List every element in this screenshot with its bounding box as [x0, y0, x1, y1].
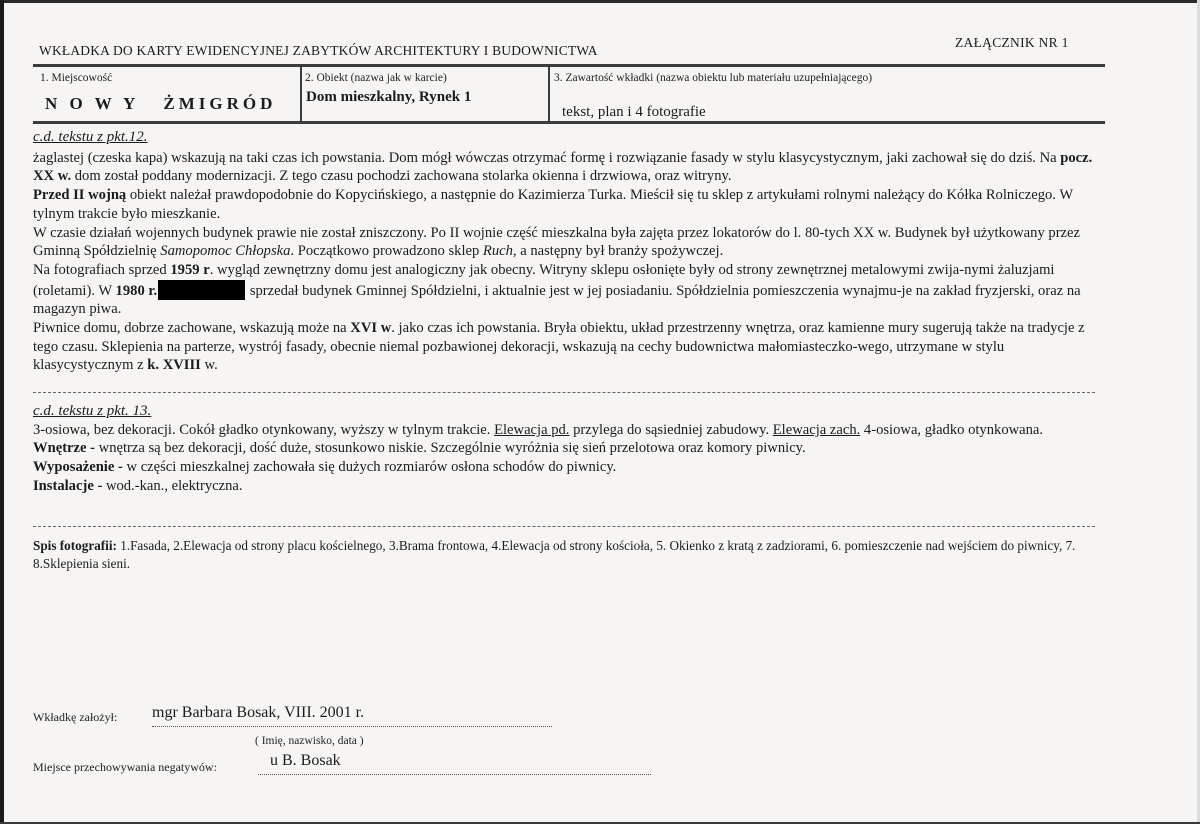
scan-edge-top	[0, 0, 1200, 3]
form-title: WKŁADKA DO KARTY EWIDENCYJNEJ ZABYTKÓW ARCHITEKTURY I BUDOWNICTWA	[39, 43, 598, 58]
cell-divider-1	[300, 66, 302, 122]
negatives-value: u B. Bosak	[270, 752, 341, 769]
section-12-paragraph-5: Piwnice domu, dobrze zachowane, wskazują może na XVI w. jako czas ich powstania. Bryła obiektu, układ przestrzenny wnętrza, oraz kamienne mury sugerują także na tradycje z tego czasu. Sklepienia na parterze, wystrój fasady, obecnie niemal pozbawionej dekoracji, wskazują na cechy budownictwa małomiasteczko-wego, utrzymane w stylu klasycystycznym z k. XVIII w.	[33, 320, 1085, 374]
section-12-paragraph-4: Na fotografiach sprzed 1959 r. wygląd zewnętrzny domu jest analogiczny jak obecny. Witryny sklepu osłonięte były od strony zewnętrznej metalowymi zwija-nymi żaluzjami (roletami). W 1980 r. sprzedał budynek Gminnej Spółdzielni, i aktualnie jest w jej posiadaniu. Spółdzielnia pomieszczenia wynajmu-je na zakład fryzjerski, oraz na magazyn piwa.	[33, 261, 1081, 318]
locality-label: 1. Miejscowość	[40, 72, 113, 84]
section-12-heading: c.d. tekstu z pkt.12.	[33, 129, 148, 145]
contents-value: tekst, plan i 4 fotografie	[562, 104, 706, 120]
section-12-paragraph-1: żaglastej (czeska kapa) wskazują na taki czas ich powstania. Dom mógł wówczas otrzymać formę i rozwiązanie fasady w stylu klasycystycznym, jaki zachował się do dziś. Na pocz. XX w. dom został poddany modernizacji. Z tego czasu pochodzi zachowana stolarka okienna i drzwiowa, oraz witryny.	[33, 149, 1093, 185]
header-rule-bottom	[33, 121, 1105, 124]
section-13-installations: Instalacje - wod.-kan., elektryczna.	[33, 477, 243, 494]
section-13-facade: 3-osiowa, bez dekoracji. Cokół gładko otynkowany, wyższy w tylnym trakcie. Elewacja pd. przylega do sąsiedniej zabudowy. Elewacja zach. 4-osiowa, gładko otynkowana.	[33, 421, 1044, 438]
section-13-equipment: Wyposażenie - w części mieszkalnej zachowała się dużych rozmiarów osłona schodów do piwnicy.	[33, 459, 617, 476]
scan-edge-left	[0, 0, 4, 824]
created-by-value: mgr Barbara Bosak, VIII. 2001 r.	[152, 704, 365, 721]
negatives-label: Miejsce przechowywania negatywów:	[33, 760, 217, 774]
object-label: 2. Obiekt (nazwa jak w karcie)	[305, 72, 447, 84]
created-by-hint: ( Imię, nazwisko, data )	[255, 735, 364, 747]
section-13-heading: c.d. tekstu z pkt. 13.	[33, 403, 152, 419]
section-12	[33, 128, 1101, 375]
object-value: Dom mieszkalny, Rynek 1	[306, 89, 472, 105]
section-12-paragraph-3: W czasie działań wojennych budynek prawie nie został zniszczony. Po II wojnie część mieszkalna była zajęta przez lokatorów do l. 80-tych XX w. Budynek był użytkowany przez Gminną Spółdzielnię Samopomoc Chłopska. Początkowo prowadzono sklep Ruch, a następny był branży spożywczej.	[33, 224, 1080, 260]
negatives-dotline	[258, 774, 651, 775]
created-by-dotline	[152, 726, 552, 727]
contents-label: 3. Zawartość wkładki (nazwa obiektu lub materiału uzupełniającego)	[554, 72, 873, 84]
section-13-interior: Wnętrze - wnętrza są bez dekoracji, dość duże, stosunkowo niskie. Szczególnie wyróżnia się sień przelotowa oraz komory piwnicy.	[33, 440, 806, 457]
locality-value: N O W Y ŻMIGRÓD	[45, 94, 277, 113]
cell-divider-2	[548, 66, 550, 122]
section-12-paragraph-2: Przed II wojną obiekt należał prawdopodobnie do Kopycińskiego, a następnie do Kazimierza Turka. Mieścił się tu sklep z artykułami rolnymi należący do Kółka Rolniczego. W tylnym trakcie było mieszkanie.	[33, 187, 1073, 222]
created-by-label: Wkładkę założył:	[33, 710, 118, 724]
photo-list: Spis fotografii: 1.Fasada, 2.Elewacja od strony placu kościelnego, 3.Brama frontowa, 4.Elewacja od strony kościoła, 5. Okienko z kratą z zadziorami, 6. pomieszczenie nad wejściem do piwnicy, 7. 8.Sklepienia sieni.	[33, 538, 1076, 571]
header-rule-top	[33, 64, 1105, 67]
dashed-separator-2	[33, 526, 1095, 527]
section-13	[33, 402, 1101, 496]
annex-number: ZAŁĄCZNIK NR 1	[955, 35, 1069, 50]
redaction-bar	[158, 280, 245, 300]
dashed-separator-1	[33, 392, 1095, 393]
